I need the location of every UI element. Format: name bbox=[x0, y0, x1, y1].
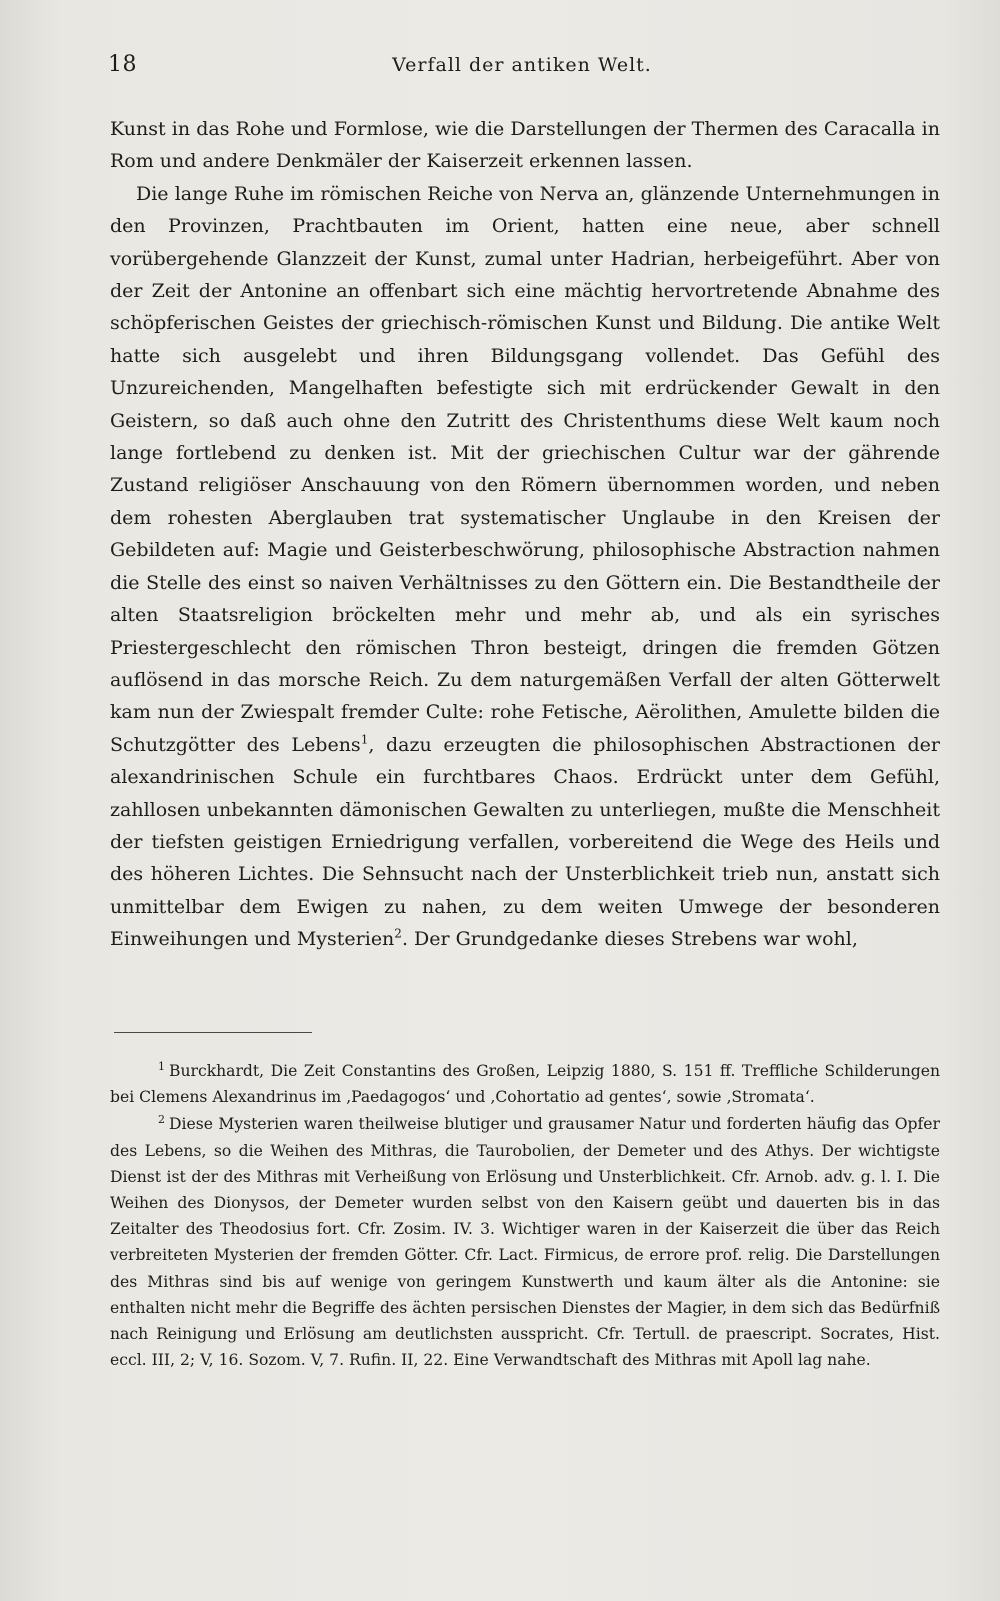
page-number: 18 bbox=[108, 52, 137, 77]
footnote bbox=[110, 1058, 940, 1110]
footnote bbox=[110, 1111, 940, 1373]
footnote-text: Diese Mysterien waren theilweise blutiger und grausamer Natur und forderten häufig das Opfer des Lebens, so die Weihen des Mithras, die Taurobolien, der Demeter und des Athys. Der wichtigste Dienst ist der des Mithras mit Verheißung von Erlösung und Unsterblichkeit. Cfr. Arnob. adv. g. l. I. Die Weihen des Dionysos, der Demeter wurden selbst von den Kaisern geübt und dauerten bis in das Zeitalter des Theodosius fort. Cfr. Zosim. IV. 3. Wichtiger waren in der Kaiserzeit die über das Reich verbreiteten Mysterien der fremden Götter. Cfr. Lact. Firmicus, de errore prof. relig. Die Darstellungen des Mithras sind bis auf wenige von geringem Kunstwerth und kaum älter als die Antonine: sie enthalten nicht mehr die Begriffe des ächten persischen Dienstes der Magier, in dem sich das Bedürfniß nach Reinigung und Erlösung am deutlichsten ausspricht. Cfr. Tertull. de praescript. Socrates, Hist. eccl. III, 2; V, 16. Sozom. V, 7. Rufin. II, 22. Eine Verwandtschaft des Mithras mit Apoll lag nahe. bbox=[110, 1115, 940, 1370]
footnotes bbox=[110, 1058, 940, 1373]
footnote-reference[interactable]: 2 bbox=[394, 926, 402, 941]
page-header bbox=[108, 52, 936, 88]
running-title: Verfall der antiken Welt. bbox=[392, 54, 652, 76]
paragraph-text: Kunst in das Rohe und Formlose, wie die Darstellungen der Thermen des Caracalla in Rom und andere Denkmäler der Kaiserzeit erkennen lassen. bbox=[110, 118, 940, 173]
paragraph bbox=[110, 113, 940, 178]
footnote-reference[interactable]: 1 bbox=[360, 732, 369, 747]
paragraph-text: . Der Grundgedanke dieses Strebens war wohl, bbox=[401, 928, 858, 951]
footnote-divider bbox=[114, 1032, 312, 1033]
footnote-text: Burckhardt, Die Zeit Constantins des Großen, Leipzig 1880, S. 151 ff. Treffliche Schilderungen bei Clemens Alexandrinus im ‚Paedagogos‘ und ‚Cohortatio ad gentes‘, sowie ‚Stromata‘. bbox=[110, 1062, 940, 1107]
footnote-mark: 1 bbox=[158, 1059, 165, 1073]
paragraph bbox=[110, 178, 940, 956]
footnote-mark: 2 bbox=[158, 1113, 165, 1127]
main-text bbox=[110, 113, 940, 956]
paragraph-text: , dazu erzeugten die philosophischen Abstractionen der alexandrinischen Schule ein furchtbares Chaos. Erdrückt unter dem Gefühl, zahllosen unbekannten dämonischen Gewalten zu unterliegen, mußte die Menschheit der tiefsten geistigen Erniedrigung verfallen, vorbereitend die Wege des Heils und des höheren Lichtes. Die Sehnsucht nach der Unsterblichkeit trieb nun, anstatt sich unmittelbar dem Ewigen zu nahen, zu dem weiten Umwege der besonderen Einweihungen und Mysterien bbox=[110, 733, 941, 951]
paragraph-text: Die lange Ruhe im römischen Reiche von Nerva an, glänzende Unternehmungen in den Provinzen, Prachtbauten im Orient, hatten eine neue, aber schnell vorübergehende Glanzzeit der Kunst, zumal unter Hadrian, herbeigeführt. Aber von der Zeit der Antonine an offenbart sich eine mächtig hervortretende Abnahme des schöpferischen Geistes der griechisch-römischen Kunst und Bildung. Die antike Welt hatte sich ausgelebt und ihren Bildungsgang vollendet. Das Gefühl des Unzureichenden, Mangelhaften befestigte sich mit erdrückender Gewalt in den Geistern, so daß auch ohne den Zutritt des Christenthums diese Welt kaum noch lange fortlebend zu denken ist. Mit der griechischen Cultur war der gährende Zustand religiöser Anschauung von den Römern übernommen worden, und neben dem rohesten Aberglauben trat systematischer Unglaube in den Kreisen der Gebildeten auf: Magie und Geisterbeschwörung, philosophische Abstraction nahmen die Stelle des einst so naiven Verhältnisses zu den Göttern ein. Die Bestandtheile der alten Staatsreligion bröckelten mehr und mehr ab, und als ein syrisches Priestergeschlecht den römischen Thron besteigt, dringen die fremden Götzen auflösend in das morsche Reich. Zu dem naturgemäßen Verfall der alten Götterwelt kam nun der Zwiespalt fremder Culte: rohe Fetische, Aërolithen, Amulette bilden die Schutzgötter des Lebens bbox=[110, 182, 940, 756]
